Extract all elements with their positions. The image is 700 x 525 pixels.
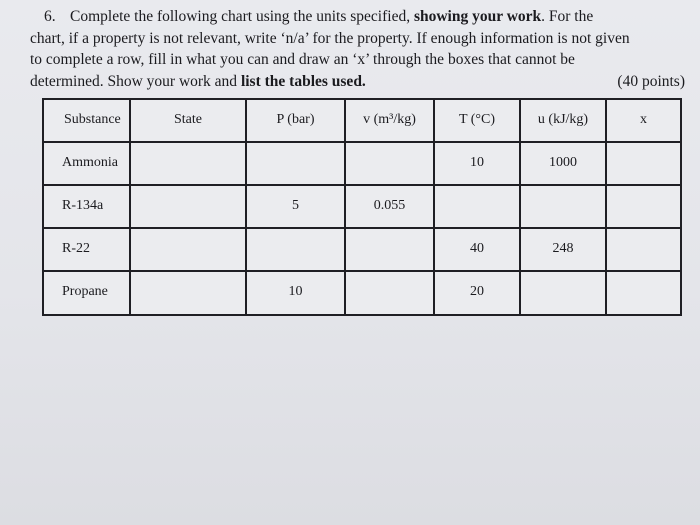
cell-state: [130, 185, 246, 228]
cell-internal-energy: 248: [520, 228, 606, 271]
cell-state: [130, 271, 246, 315]
cell-state: [130, 228, 246, 271]
header-specific-volume: v (m³/kg): [345, 99, 434, 142]
cell-specific-volume: [345, 228, 434, 271]
question-line-1: 6. Complete the following chart using the units specified, showing your work. For the: [30, 6, 685, 28]
cell-pressure: 10: [246, 271, 345, 315]
table-row: [43, 271, 681, 315]
cell-quality: [606, 271, 681, 315]
cell-internal-energy: [520, 271, 606, 315]
header-substance: Substance: [43, 99, 130, 142]
bold-phrase-tables: list the tables used.: [240, 72, 366, 90]
cell-temperature: 40: [434, 228, 520, 271]
question-line-2: chart, if a property is not relevant, write ‘n/a’ for the property. If enough information is not given: [30, 29, 630, 47]
cell-pressure: [246, 228, 345, 271]
property-chart: [42, 98, 682, 316]
cell-pressure: 5: [246, 185, 345, 228]
table-row: [43, 142, 681, 185]
cell-internal-energy: [520, 185, 606, 228]
cell-specific-volume: [345, 142, 434, 185]
cell-quality: [606, 228, 681, 271]
cell-temperature: [434, 185, 520, 228]
cell-quality: [606, 185, 681, 228]
table-row: [43, 185, 681, 228]
cell-specific-volume: [345, 271, 434, 315]
cell-pressure: [246, 142, 345, 185]
cell-substance: Ammonia: [43, 142, 130, 185]
header-pressure: P (bar): [246, 99, 345, 142]
header-internal-energy: u (kJ/kg): [520, 99, 606, 142]
cell-substance: R-134a: [43, 185, 130, 228]
cell-temperature: 10: [434, 142, 520, 185]
question-line-3: to complete a row, fill in what you can and draw an ‘x’ through the boxes that cannot be: [30, 51, 575, 68]
header-state: State: [130, 99, 246, 142]
header-row: [43, 99, 681, 142]
cell-substance: R-22: [43, 228, 130, 271]
cell-quality: [606, 142, 681, 185]
question-line-4: determined. Show your work and list the tables used. (40 points): [30, 71, 685, 93]
table-row: [43, 228, 681, 271]
cell-state: [130, 142, 246, 185]
cell-temperature: 20: [434, 271, 520, 315]
cell-substance: Propane: [43, 271, 130, 315]
cell-internal-energy: 1000: [520, 142, 606, 185]
header-temperature: T (°C): [434, 99, 520, 142]
points-label: (40 points): [617, 72, 685, 90]
question-text: [30, 6, 685, 92]
question-number: 6.: [44, 8, 56, 25]
bold-phrase: showing your work: [413, 8, 542, 25]
header-quality: x: [606, 99, 681, 142]
cell-specific-volume: 0.055: [345, 185, 434, 228]
